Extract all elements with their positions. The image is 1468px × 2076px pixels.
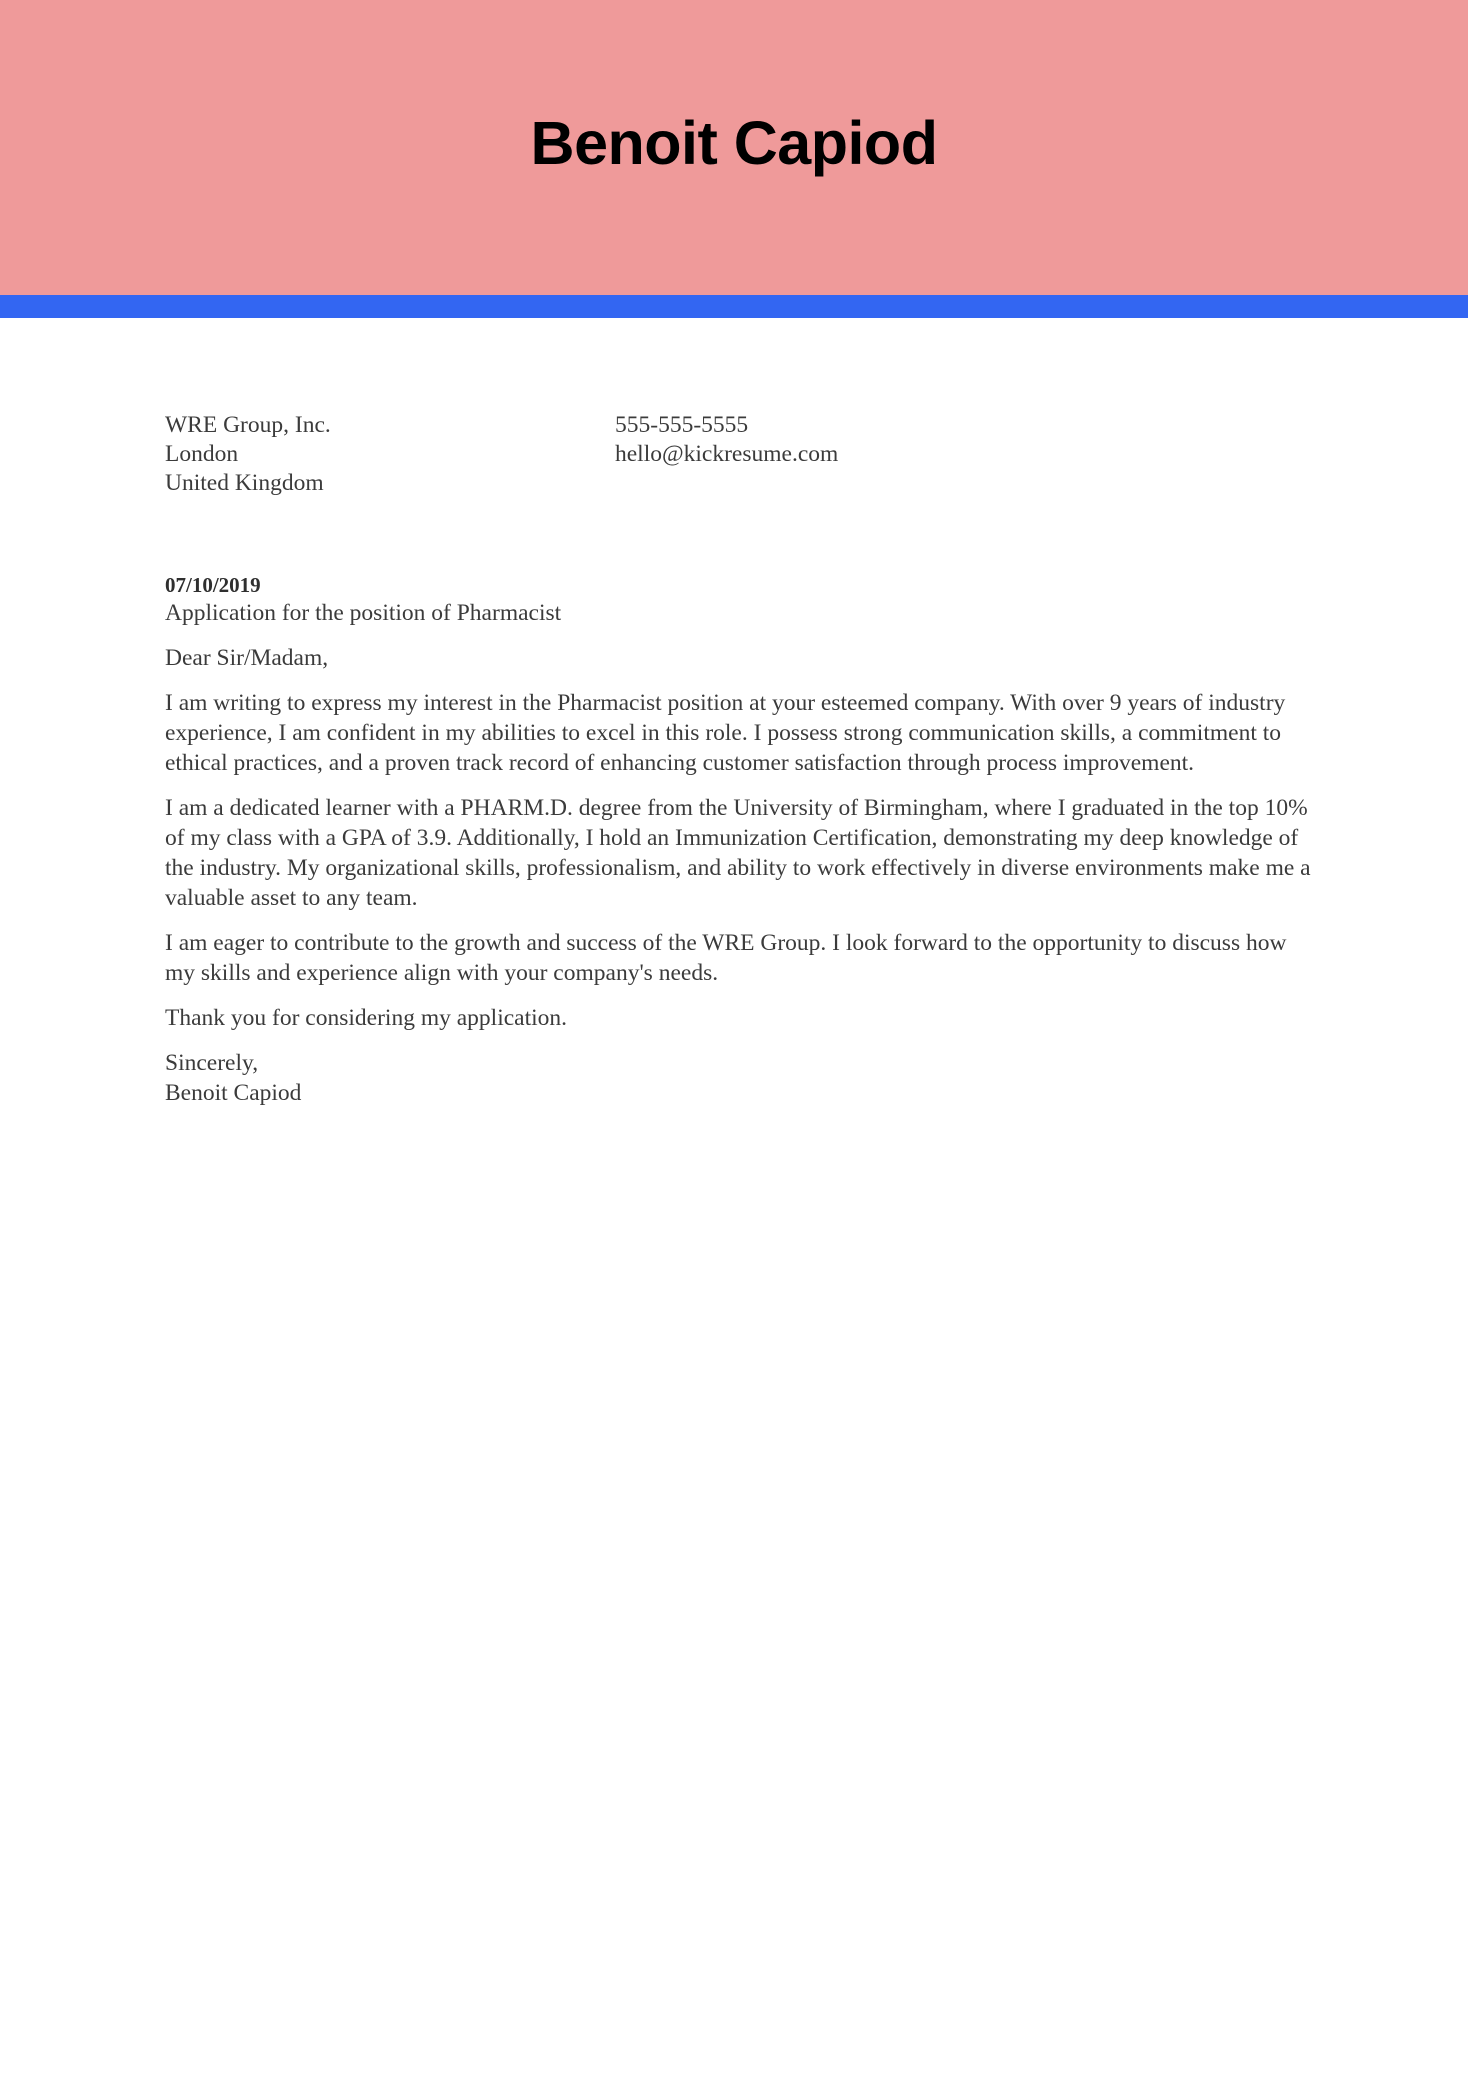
letter-date: 07/10/2019 bbox=[165, 573, 261, 597]
letter-signature-name: Benoit Capiod bbox=[165, 1080, 302, 1106]
letter-closing: Sincerely, bbox=[165, 1050, 259, 1076]
accent-bar-divider bbox=[0, 295, 1468, 318]
recipient-country: United Kingdom bbox=[165, 470, 324, 496]
recipient-company: WRE Group, Inc. bbox=[165, 412, 331, 438]
letter-paragraph-1: I am writing to express my interest in the Pharmacist position at your esteemed company. With over 9 years of industry experience, I am confident in my abilities to excel in this role. I possess strong communication skills, a commitment to ethical practices, and a proven track record of enhancing customer satisfaction through process improvement. bbox=[165, 690, 1286, 776]
sender-contact-block bbox=[615, 411, 1095, 498]
page-title: Benoit Capiod bbox=[530, 109, 938, 177]
letter-content bbox=[165, 571, 1315, 1108]
letter-subject: Application for the position of Pharmacist bbox=[165, 600, 562, 626]
letter-header-banner bbox=[0, 0, 1468, 295]
recipient-address-block bbox=[165, 411, 615, 498]
recipient-city: London bbox=[165, 441, 239, 467]
letter-meta-row bbox=[165, 411, 1315, 498]
letter-salutation: Dear Sir/Madam, bbox=[165, 645, 329, 671]
letter-paragraph-3: I am eager to contribute to the growth and success of the WRE Group. I look forward to the opportunity to discuss how my skills and experience align with your company's needs. bbox=[165, 930, 1287, 986]
letter-paragraph-2: I am a dedicated learner with a PHARM.D. degree from the University of Birmingham, where I graduated in the top 10% of my class with a GPA of 3.9. Additionally, I hold an Immunization Certification, demonstrating my deep knowledge of the industry. My organizational skills, professionalism, and ability to work effectively in diverse environments make me a valuable asset to any team. bbox=[165, 795, 1311, 911]
contact-email: hello@kickresume.com bbox=[615, 441, 839, 467]
letter-closing-block bbox=[165, 1048, 1315, 1108]
letter-paragraph-4: Thank you for considering my application. bbox=[165, 1005, 568, 1031]
contact-phone: 555-555-5555 bbox=[615, 412, 749, 438]
